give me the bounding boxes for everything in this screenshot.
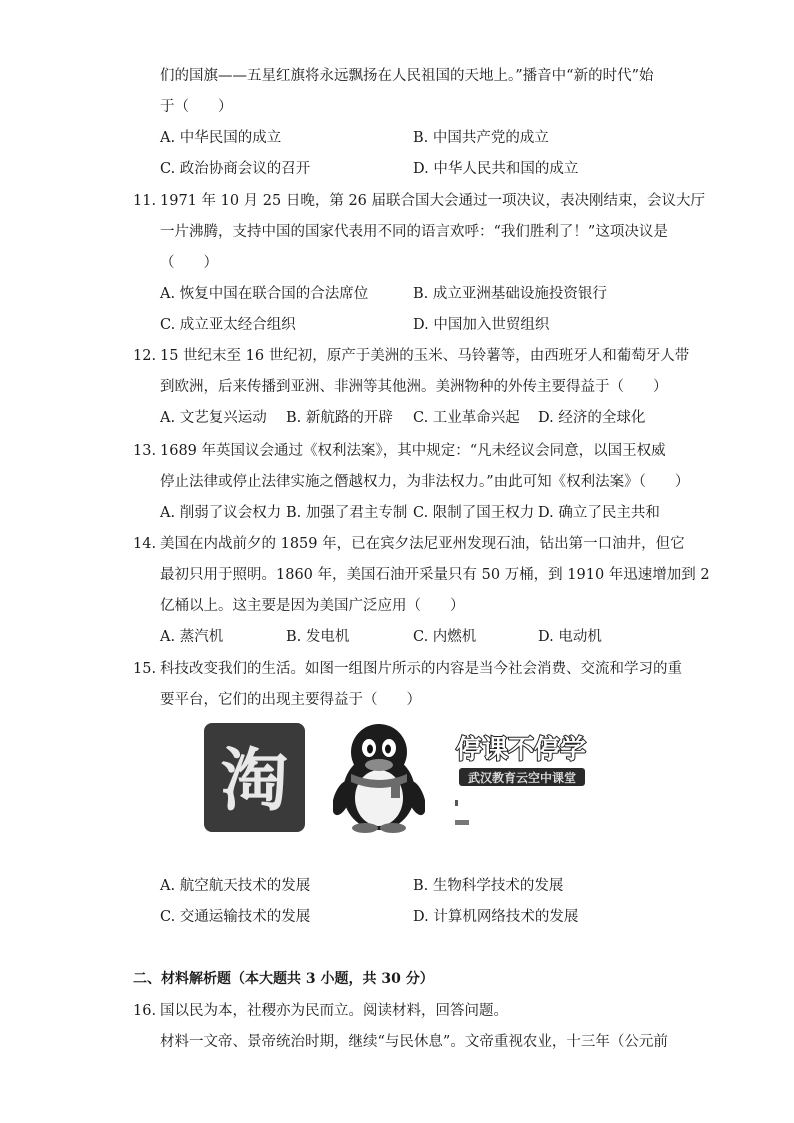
qq-penguin-icon (333, 722, 425, 834)
q11-option-a: A. 恢复中国在联合国的合法席位 (160, 286, 369, 302)
banner-title: 停课不停学 (455, 735, 587, 765)
q15-option-b: B. 生物科学技术的发展 (413, 878, 564, 894)
q12-option-a: A. 文艺复兴运动 (160, 410, 267, 426)
q15-stem-line-2: 要平台，它们的出现主要得益于（ ） (160, 692, 421, 708)
q14-stem-line-2: 最初只用于照明。1860 年，美国石油开采量只有 50 万桶，到 1910 年迅速增加到 2 (160, 567, 710, 583)
q15-option-a: A. 航空航天技术的发展 (160, 878, 311, 894)
q13-number: 13. (133, 443, 157, 459)
q15-option-c: C. 交通运输技术的发展 (160, 909, 311, 925)
q12-stem-line-1: 15 世纪末至 16 世纪初，原产于美洲的玉米、马铃薯等，由西班牙人和葡萄牙人带 (160, 348, 690, 364)
q14-stem-line-1: 美国在内战前夕的 1859 年，已在宾夕法尼亚州发现石油，钻出第一口油井，但它 (160, 536, 685, 552)
q12-stem-line-2: 到欧洲，后来传播到亚洲、非洲等其他洲。美洲物种的外传主要得益于（ ） (160, 379, 668, 395)
q11-stem-line-1: 1971 年 10 月 25 日晚，第 26 届联合国大会通过一项决议，表决刚结束，会议大厅 (160, 193, 706, 209)
q10-option-d: D. 中华人民共和国的成立 (413, 161, 579, 177)
q12-option-c: C. 工业革命兴起 (413, 410, 520, 426)
q14-option-d: D. 电动机 (538, 629, 602, 645)
q11-option-b: B. 成立亚洲基础设施投资银行 (413, 286, 607, 302)
q10-option-a: A. 中华民国的成立 (160, 130, 282, 146)
q12-option-d: D. 经济的全球化 (538, 410, 646, 426)
q13-stem-line-1: 1689 年英国议会通过《权利法案》，其中规定：“凡未经议会同意，以国王权威 (160, 443, 666, 459)
q13-option-d: D. 确立了民主共和 (538, 505, 660, 521)
q11-option-d: D. 中国加入世贸组织 (413, 317, 550, 333)
q11-stem-line-3: （ ） (160, 255, 218, 271)
q13-stem-line-2: 停止法律或停止法律实施之僭越权力，为非法权力。”由此可知《权利法案》（ ） (160, 474, 690, 490)
section-heading: 二、材料解析题（本大题共 3 小题，共 30 分） (133, 971, 434, 987)
q16-stem-line-1: 国以民为本，社稷亦为民而立。阅读材料，回答问题。 (160, 1003, 508, 1019)
taobao-glyph: 淘 (220, 742, 289, 821)
banner-subtitle: 武汉教育云空中课堂 (467, 771, 577, 785)
q15-stem-line-1: 科技改变我们的生活。如图一组图片所示的内容是当今社会消费、交流和学习的重 (160, 661, 682, 677)
q13-option-c: C. 限制了国王权力 (413, 505, 535, 521)
q14-option-c: C. 内燃机 (413, 629, 477, 645)
q11-stem-line-2: 一片沸腾，支持中国的国家代表用不同的语言欢呼：“我们胜利了！”这项决议是 (160, 224, 668, 240)
q11-option-c: C. 成立亚太经合组织 (160, 317, 296, 333)
q14-stem-line-3: 亿桶以上。这主要是因为美国广泛应用（ ） (160, 598, 465, 614)
q16-number: 16. (133, 1003, 157, 1019)
q13-option-b: B. 加强了君主专制 (286, 505, 408, 521)
q10-stem-line-1: 们的国旗——五星红旗将永远飘扬在人民祖国的天地上。”播音中“新的时代”始 (160, 68, 654, 84)
q11-number: 11. (133, 193, 157, 209)
q10-option-c: C. 政治协商会议的召开 (160, 161, 311, 177)
q12-number: 12. (133, 348, 157, 364)
q10-stem-line-2: 于（ ） (160, 99, 233, 115)
q16-material-line-1: 材料一文帝、景帝统治时期，继续“与民休息”。文帝重视农业，十三年（公元前 (160, 1034, 668, 1050)
q12-option-b: B. 新航路的开辟 (286, 410, 393, 426)
q13-option-a: A. 削弱了议会权力 (160, 505, 282, 521)
q15-option-d: D. 计算机网络技术的发展 (413, 909, 579, 925)
online-class-banner-image (449, 730, 592, 830)
q15-number: 15. (133, 661, 157, 677)
q14-number: 14. (133, 536, 157, 552)
taobao-logo-image (203, 722, 306, 833)
q10-option-b: B. 中国共产党的成立 (413, 130, 549, 146)
q14-option-b: B. 发电机 (286, 629, 350, 645)
q14-option-a: A. 蒸汽机 (160, 629, 224, 645)
